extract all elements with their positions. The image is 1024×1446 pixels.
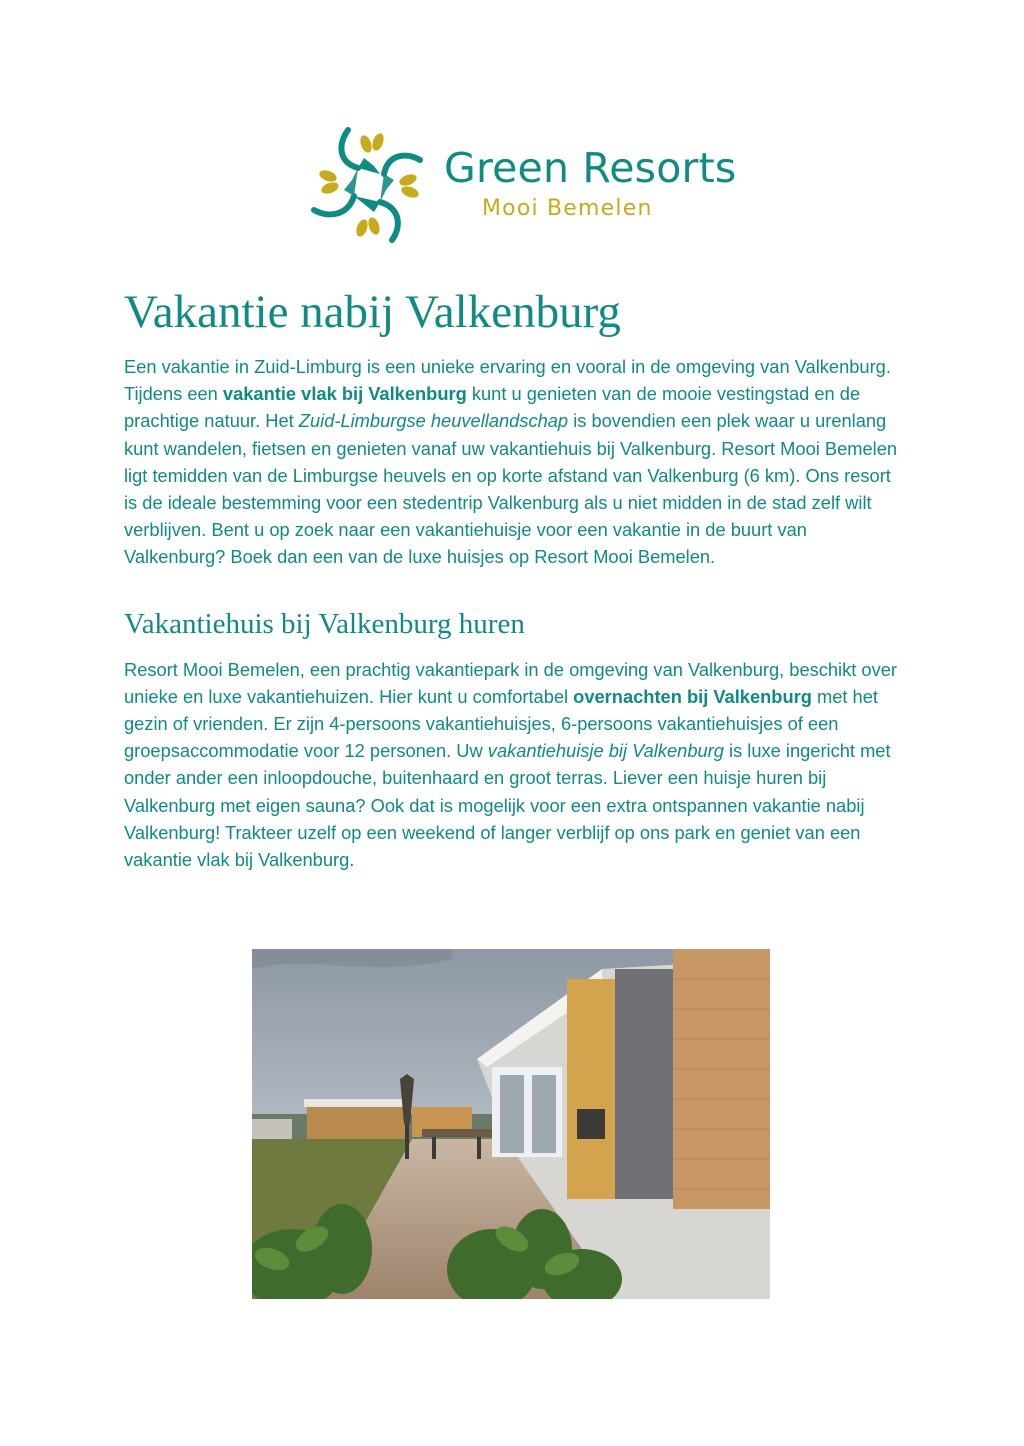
leaf-emblem-icon bbox=[308, 122, 432, 248]
section-heading: Vakantiehuis bij Valkenburg huren bbox=[124, 607, 525, 640]
intro-paragraph: Een vakantie in Zuid-Limburg is een unieke ervaring en vooral in de omgeving van Valkenburg. Tijdens een vakantie vlak bij Valkenburg kunt u genieten van de mooie vestingstad en de prachtige natuur. Het Zuid-Limburgse heuvellandschap is bovendien een plek waar u urenlang kunt wandelen, fietsen en genieten vanaf uw vakantiehuis bij Valkenburg. Resort Mooi Bemelen ligt temidden van de Limburgse heuvels en op korte afstand van Valkenburg (6 km). Ons resort is de ideale bestemming voor een stedentrip Valkenburg als u niet midden in de stad zelf wilt verblijven. Bent u op zoek naar een vakantiehuisje voor een vakantie in de buurt van Valkenburg? Boek dan een van de luxe huisjes op Resort Mooi Bemelen. bbox=[124, 356, 898, 568]
vacation-house-photo bbox=[252, 949, 770, 1299]
brand-logo bbox=[308, 122, 737, 248]
italic-phrase: Zuid-Limburgse heuvellandschap bbox=[298, 410, 569, 432]
body-paragraph: Resort Mooi Bemelen, een prachtig vakantiepark in de omgeving van Valkenburg, beschikt over unieke en luxe vakantiehuizen. Hier kunt u comfortabel overnachten bij Valkenburg met het gezin of vrienden. Er zijn 4-persoons vakantiehuisjes, 6-persoons vakantiehuisjes of een groepsaccommodatie voor 12 personen. Uw vakantiehuisje bij Valkenburg is luxe ingericht met onder ander een inloopdouche, buitenhaard en groot terras. Liever een huisje huren bij Valkenburg met eigen sauna? Ook dat is mogelijk voor een extra ontspannen vakantie nabij Valkenburg! Trakteer uzelf op een weekend of langer verblijf op ons park en geniet van een vakantie vlak bij Valkenburg. bbox=[124, 658, 897, 871]
page-title: Vakantie nabij Valkenburg bbox=[124, 286, 621, 338]
logo-brand-name: Green Resorts bbox=[444, 144, 737, 192]
article-body bbox=[124, 282, 904, 873]
photo-illustration bbox=[252, 949, 770, 1299]
bold-phrase: vakantie vlak bij Valkenburg bbox=[222, 383, 467, 405]
logo-tagline: Mooi Bemelen bbox=[482, 196, 653, 221]
italic-phrase: vakantiehuisje bij Valkenburg bbox=[487, 740, 724, 762]
bold-phrase: overnachten bij Valkenburg bbox=[573, 685, 812, 707]
